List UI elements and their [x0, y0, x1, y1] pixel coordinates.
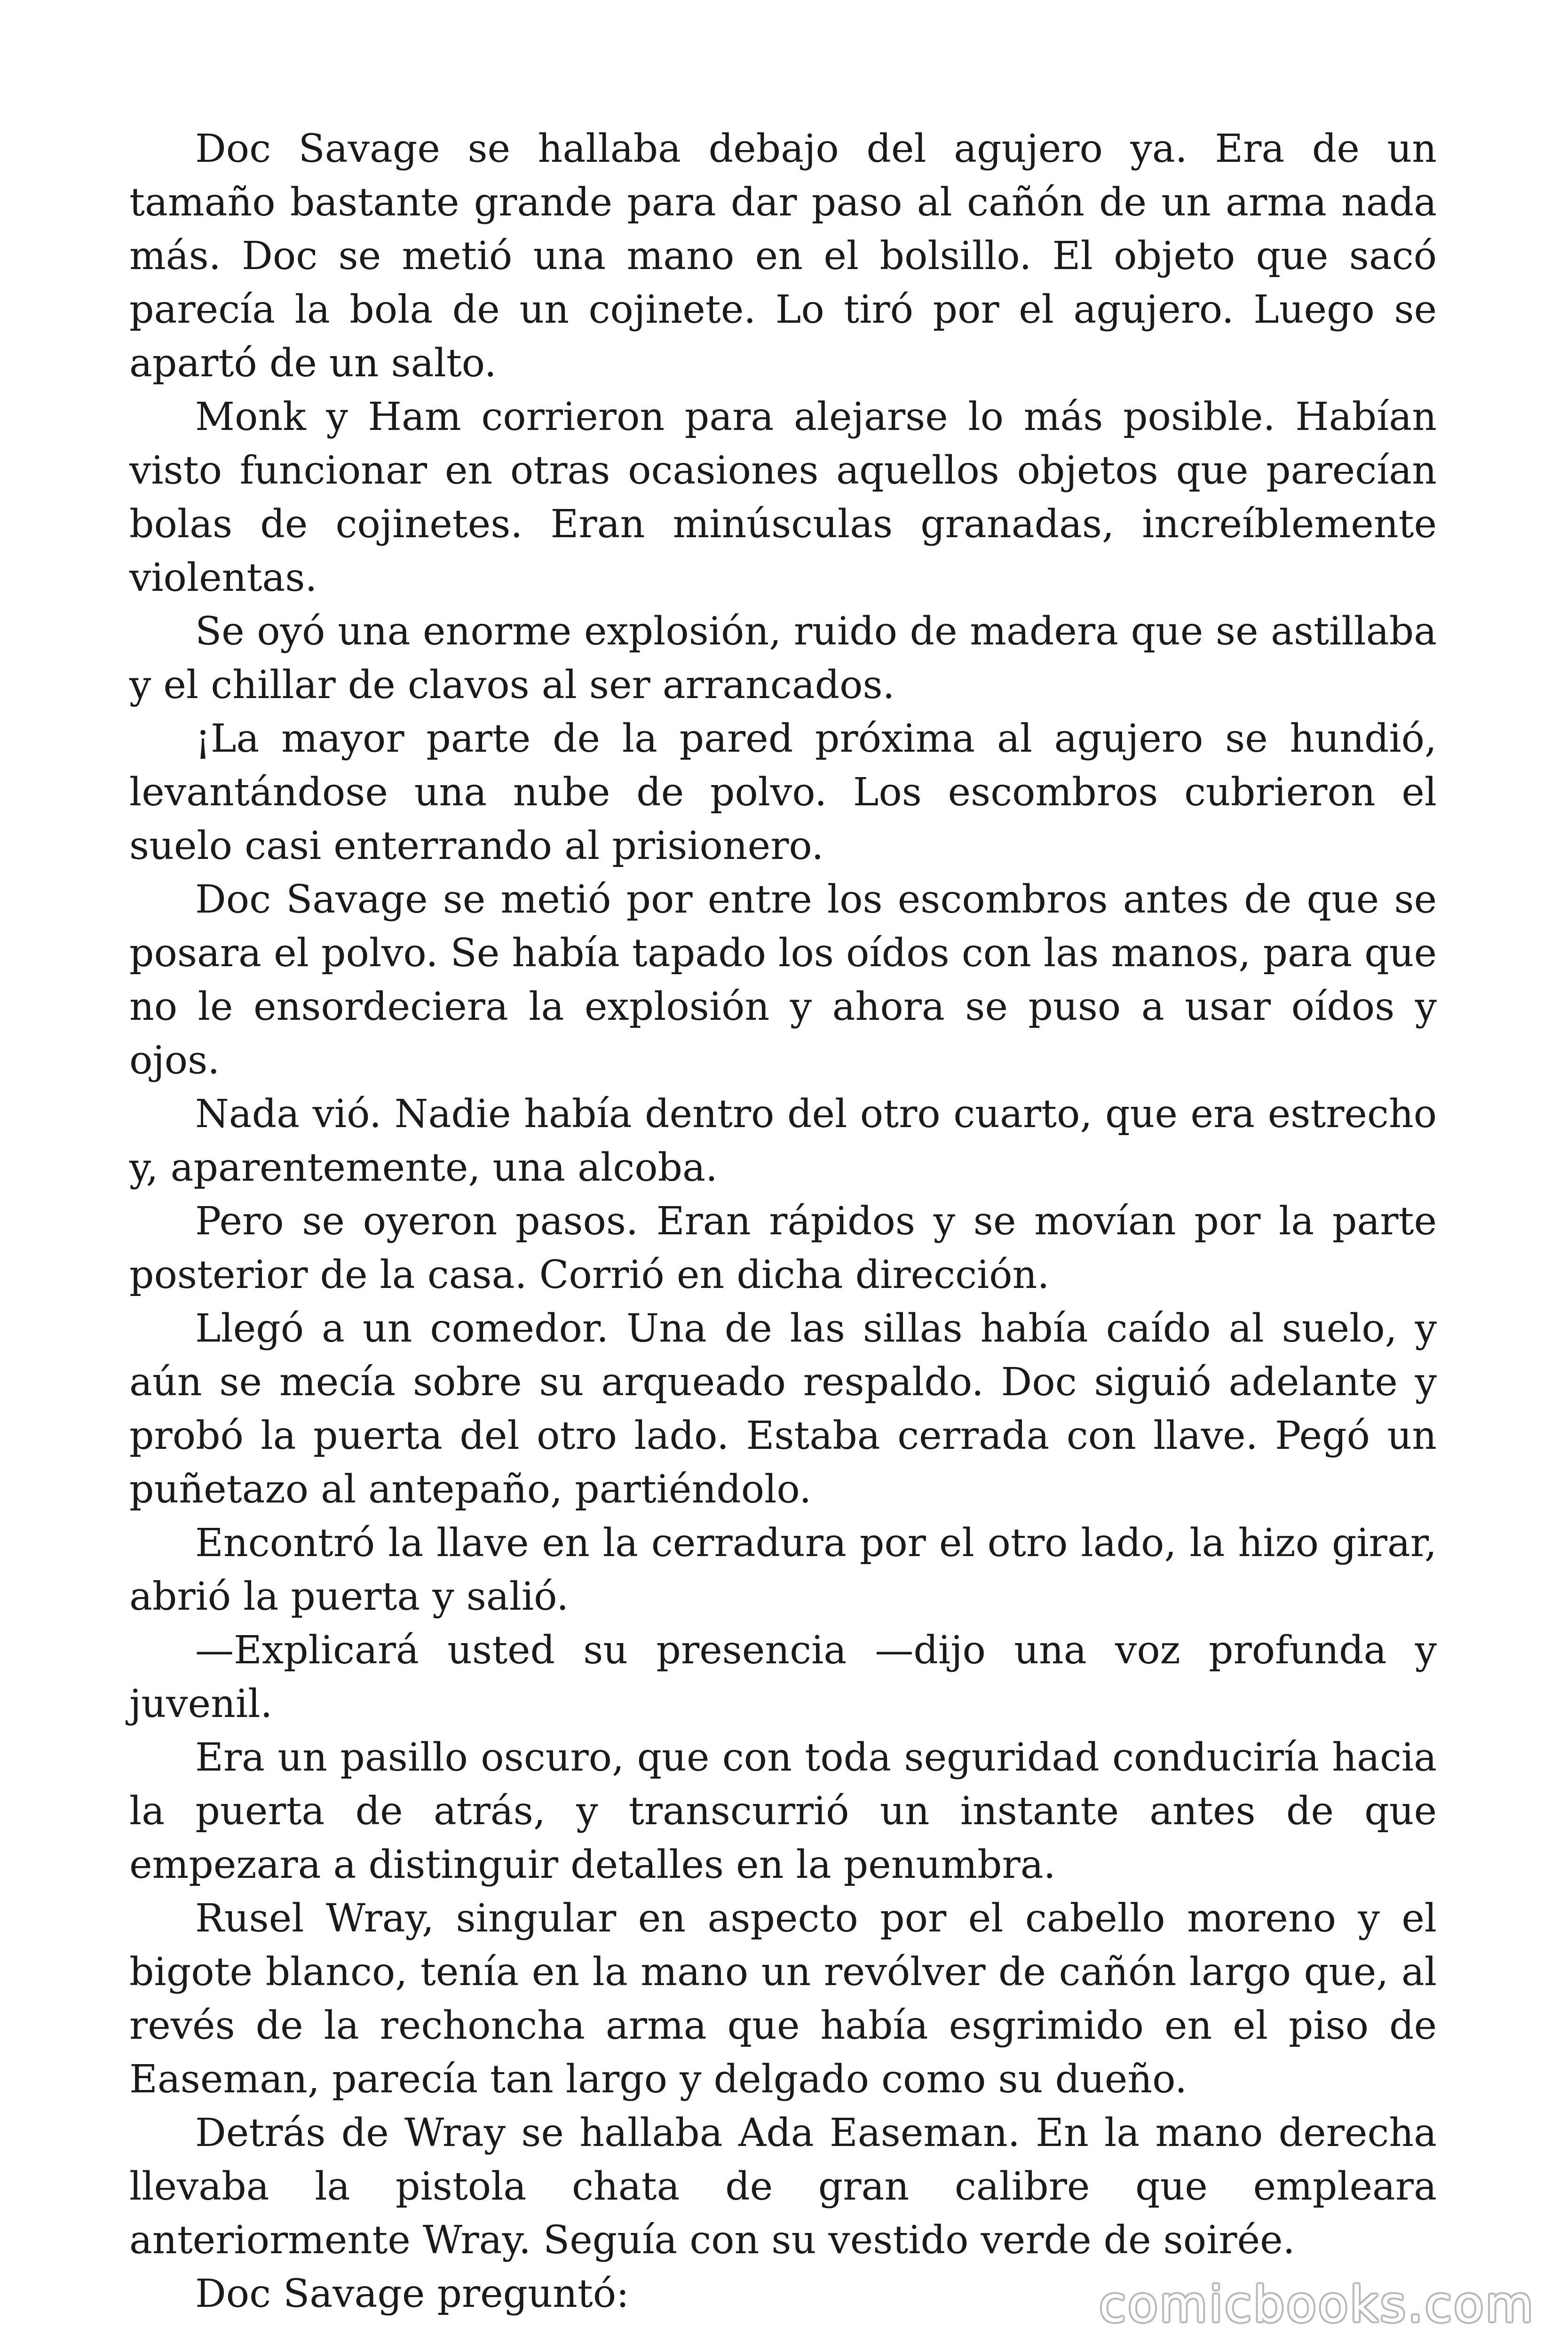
paragraph: Se oyó una enorme explosión, ruido de madera que se astillaba y el chillar de clavos al ser arrancados. — [129, 609, 1437, 707]
paragraph: Llegó a un comedor. Una de las sillas había caído al suelo, y aún se mecía sobre su arqueado respaldo. Doc siguió adelante y probó la puerta del otro lado. Estaba cerrada con llave. Pegó un puñetazo al antepaño, partiéndolo. — [129, 1306, 1437, 1512]
paragraph: Doc Savage se hallaba debajo del agujero ya. Era de un tamaño bastante grande para dar paso al cañón de un arma nada más. Doc se metió una mano en el bolsillo. El objeto que sacó parecía la bola de un cojinete. Lo tiró por el agujero. Luego se apartó de un salto. — [129, 127, 1437, 386]
paragraph: Pero se oyeron pasos. Eran rápidos y se movían por la parte posterior de la casa. Corrió en dicha dirección. — [129, 1199, 1437, 1297]
paragraph: Doc Savage preguntó: — [195, 2272, 629, 2316]
paragraph: —Explicará usted su presencia —dijo una voz profunda y juvenil. — [129, 1628, 1437, 1726]
paragraph: Encontró la llave en la cerradura por el otro lado, la hizo girar, abrió la puerta y salió. — [129, 1521, 1437, 1619]
paragraph: Nada vió. Nadie había dentro del otro cuarto, que era estrecho y, aparentemente, una alcoba. — [129, 1092, 1437, 1190]
paragraph: ¡La mayor parte de la pared próxima al agujero se hundió, levantándose una nube de polvo. Los escombros cubrieron el suelo casi enterrando al prisionero. — [129, 716, 1437, 868]
paragraph: Doc Savage se metió por entre los escombros antes de que se posara el polvo. Se había tapado los oídos con las manos, para que no le ensordeciera la explosión y ahora se puso a usar oídos y ojos. — [129, 877, 1437, 1083]
paragraph: Era un pasillo oscuro, que con toda seguridad conduciría hacia la puerta de atrás, y transcurrió un instante antes de que empezara a distinguir detalles en la penumbra. — [129, 1735, 1437, 1887]
watermark: comicbooks.com — [1099, 2276, 1535, 2333]
paragraph: Rusel Wray, singular en aspecto por el cabello moreno y el bigote blanco, tenía en la mano un revólver de cañón largo que, al revés de la rechoncha arma que había esgrimido en el piso de Easeman, parecía tan largo y delgado como su dueño. — [129, 1896, 1437, 2102]
paragraph: Monk y Ham corrieron para alejarse lo más posible. Habían visto funcionar en otras ocasiones aquellos objetos que parecían bolas de cojinetes. Eran minúsculas granadas, increíblemente violentas. — [129, 395, 1437, 600]
body-text — [129, 122, 1437, 2321]
paragraph: Detrás de Wray se hallaba Ada Easeman. En la mano derecha llevaba la pistola chata de gran calibre que empleara anteriormente Wray. Seguía con su vestido verde de soirée. — [129, 2111, 1437, 2263]
